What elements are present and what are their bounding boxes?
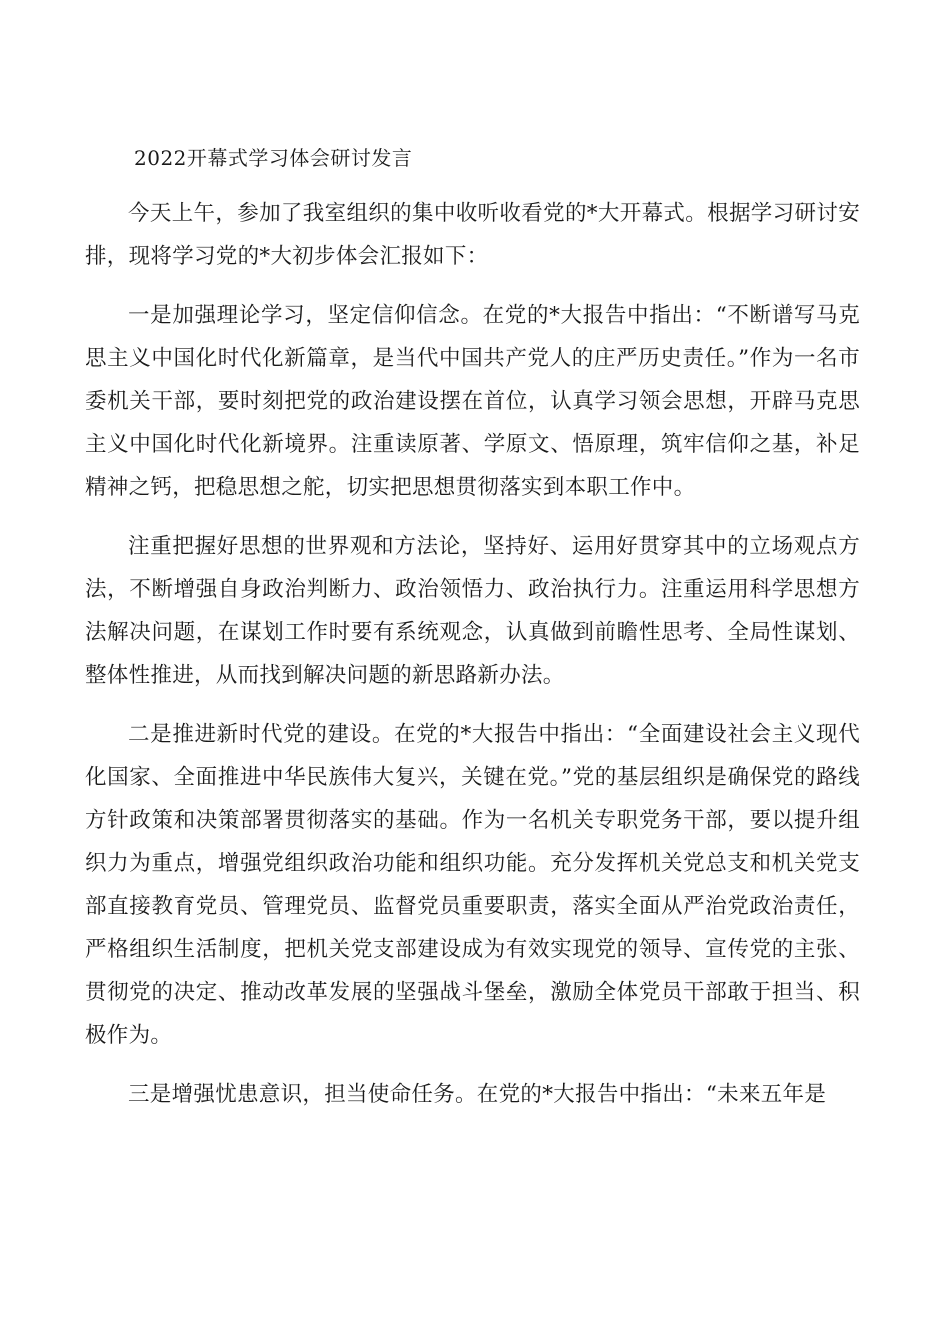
document-body: [85, 192, 860, 1132]
paragraph-point-three: 三是增强忧患意识，担当使命任务。在党的*大报告中指出：“未来五年是: [128, 1082, 827, 1107]
document-title: 2022开幕式学习体会研讨发言: [134, 146, 413, 170]
paragraph-intro: 今天上午，参加了我室组织的集中收听收看党的*大开幕式。根据学习研讨安排，现将学习党的*大初步体会汇报如下：: [85, 201, 860, 269]
paragraph-point-one-continued: 注重把握好思想的世界观和方法论，坚持好、运用好贯穿其中的立场观点方法，不断增强自身政治判断力、政治领悟力、政治执行力。注重运用科学思想方法解决问题，在谋划工作时要有系统观念，认真做到前瞻性思考、全局性谋划、整体性推进，从而找到解决问题的新思路新办法。: [85, 534, 860, 688]
paragraph-point-two: 二是推进新时代党的建设。在党的*大报告中指出：“全面建设社会主义现代化国家、全面推进中华民族伟大复兴，关键在党。”党的基层组织是确保党的路线方针政策和决策部署贯彻落实的基础。作为一名机关专职党务干部，要以提升组织力为重点，增强党组织政治功能和组织功能。充分发挥机关党总支和机关党支部直接教育党员、管理党员、监督党员重要职责，落实全面从严治党政治责任，严格组织生活制度，把机关党支部建设成为有效实现党的领导、宣传党的主张、贯彻党的决定、推动改革发展的坚强战斗堡垒，激励全体党员干部敢于担当、积极作为。: [85, 722, 860, 1048]
paragraph-point-one: 一是加强理论学习，坚定信仰信念。在党的*大报告中指出：“不断谱写马克思主义中国化时代化新篇章，是当代中国共产党人的庄严历史责任。”作为一名市委机关干部，要时刻把党的政治建设摆在首位，认真学习领会思想，开辟马克思主义中国化时代化新境界。注重读原著、学原文、悟原理，筑牢信仰之基，补足精神之钙，把稳思想之舵，切实把思想贯彻落实到本职工作中。: [85, 303, 860, 500]
